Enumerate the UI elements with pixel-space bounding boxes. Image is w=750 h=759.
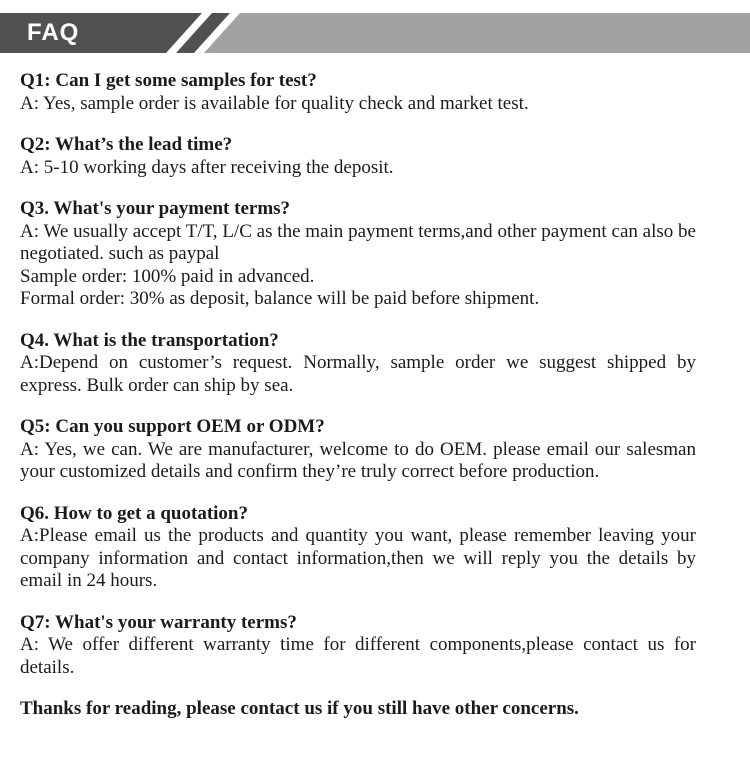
faq-question: Q7: What's your warranty terms? — [20, 611, 297, 633]
faq-answer-line: A: Yes, sample order is available for quality check and market test. — [20, 92, 529, 114]
faq-content — [0, 53, 750, 721]
faq-section-banner — [0, 13, 750, 53]
faq-answer-line: A: 5-10 working days after receiving the deposit. — [20, 156, 394, 178]
faq-answer-line: A: Yes, we can. We are manufacturer, welcome to do OEM. please email our salesman your customized details and confirm they’re truly correct before production. — [20, 438, 696, 482]
faq-answer-line: A:Please email us the products and quantity you want, please remember leaving your company information and contact information,then we will reply you the details by email in 24 hours. — [20, 525, 696, 591]
section-title: FAQ — [27, 19, 80, 46]
faq-answer — [20, 525, 696, 593]
faq-answer-line: A: We usually accept T/T, L/C as the main payment terms,and other payment can also be negotiated. such as paypal — [20, 220, 696, 264]
faq-question: Q3. What's your payment terms? — [20, 198, 291, 219]
closing-note: Thanks for reading, please contact us if you still have other concerns. — [20, 698, 579, 719]
faq-answer — [20, 352, 696, 397]
faq-question: Q4. What is the transportation? — [20, 329, 279, 351]
faq-item — [20, 416, 696, 484]
faq-answer-line: A:Depend on customer’s request. Normally, sample order we suggest shipped by express. Bulk order can ship by sea. — [20, 352, 696, 396]
faq-item — [20, 503, 696, 593]
faq-item — [20, 330, 696, 398]
faq-question: Q2: What’s the lead time? — [20, 134, 233, 155]
faq-list — [20, 70, 696, 679]
faq-answer — [20, 634, 696, 679]
faq-item — [20, 612, 696, 680]
faq-answer — [20, 439, 696, 484]
faq-question: Q1: Can I get some samples for test? — [20, 70, 317, 91]
faq-item — [20, 198, 696, 311]
faq-answer — [20, 93, 696, 116]
faq-question: Q6. How to get a quotation? — [20, 502, 248, 524]
faq-item — [20, 134, 696, 179]
faq-question: Q5: Can you support OEM or ODM? — [20, 416, 325, 437]
faq-answer-line: Sample order: 100% paid in advanced. — [20, 265, 315, 287]
faq-answer-line: A: We offer different warranty time for different components,please contact us for details. — [20, 634, 696, 678]
faq-item — [20, 70, 696, 115]
faq-answer-line: Formal order: 30% as deposit, balance will be paid before shipment. — [20, 288, 540, 309]
faq-answer — [20, 221, 696, 311]
faq-answer — [20, 157, 696, 180]
